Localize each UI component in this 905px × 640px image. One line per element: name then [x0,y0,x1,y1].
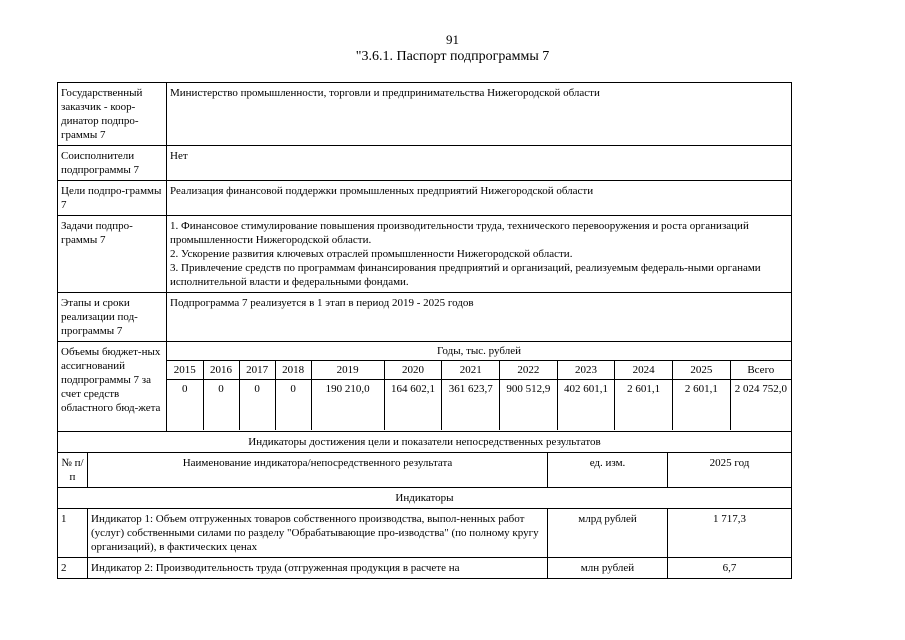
page-title: "3.6.1. Паспорт подпрограммы 7 [355,49,550,64]
goals-label: Цели подпро-граммы 7 [58,181,167,216]
funding-year: 2019 [311,361,384,380]
funding-table [167,342,791,430]
funding-year: 2017 [239,361,275,380]
coexecutors-label: Соисполнители подпрограммы 7 [58,146,167,181]
page-number: 91 [446,32,459,47]
funding-value: 0 [239,380,275,430]
task-item: 3. Привлечение средств по программам финансирования предприятий и организаций, реализуемым федераль-ными органами исполнительной власти и федеральными фондами. [170,262,761,288]
table-row [58,509,792,558]
funding-value: 402 601,1 [557,380,615,430]
customer-value: Министерство промышленности, торговли и предпринимательства Нижегородской области [167,83,792,146]
funding-year: 2025 [673,361,731,380]
funding-value: 164 602,1 [384,380,442,430]
indicator-value: 6,7 [668,558,792,579]
funding-year: 2023 [557,361,615,380]
tasks-label: Задачи подпро-граммы 7 [58,216,167,293]
funding-value: 190 210,0 [311,380,384,430]
unit-header: ед. изм. [548,453,668,488]
task-item: 2. Ускорение развития ключевых отраслей промышленности Нижегородской области. [170,248,573,260]
funding-value: 0 [275,380,311,430]
indicator-unit: млрд рублей [548,509,668,558]
funding-value: 2 601,1 [673,380,731,430]
funding-label: Объемы бюджет-ных ассигнований подпрограммы 7 за счет средств областного бюд-жета [58,342,167,432]
customer-label: Государственный заказчик - коор-динатор подпро-граммы 7 [58,83,167,146]
year-header: 2025 год [668,453,792,488]
indicator-num: 1 [58,509,88,558]
indicator-unit: млн рублей [548,558,668,579]
table-row [58,558,792,579]
indicator-num: 2 [58,558,88,579]
funding-value: 2 601,1 [615,380,673,430]
tasks-value [167,216,792,293]
funding-value: 0 [167,380,203,430]
goals-value: Реализация финансовой поддержки промышленных предприятий Нижегородской области [167,181,792,216]
funding-year: 2016 [203,361,239,380]
task-item: 1. Финансовое стимулирование повышения производительности труда, технического перевооружения и роста организаций промышленности Нижегородской области. [170,220,749,246]
funding-value: 0 [203,380,239,430]
funding-year: Всего [730,361,791,380]
funding-value: 361 623,7 [442,380,500,430]
stages-label: Этапы и сроки реализации под-программы 7 [58,293,167,342]
indicators-section-title: Индикаторы достижения цели и показатели непосредственных результатов [58,432,792,453]
funding-value: 2 024 752,0 [730,380,791,430]
num-header: № п/п [58,453,88,488]
indicator-name: Индикатор 1: Объем отгруженных товаров собственного производства, выпол-ненных работ (услуг) собственными силами по разделу "Обрабатывающие про-изводства" (по полному кругу организаций), в фактических ценах [88,509,548,558]
stages-value: Подпрограмма 7 реализуется в 1 этап в период 2019 - 2025 годов [167,293,792,342]
passport-table [57,82,792,453]
funding-year: 2015 [167,361,203,380]
funding-year: 2021 [442,361,500,380]
indicator-name: Индикатор 2: Производительность труда (отгруженная продукция в расчете на [88,558,548,579]
funding-value: 900 512,9 [500,380,558,430]
funding-cell [167,342,792,432]
coexecutors-value: Нет [167,146,792,181]
funding-header: Годы, тыс. рублей [167,342,791,361]
funding-year: 2022 [500,361,558,380]
funding-year: 2020 [384,361,442,380]
indicators-group-title: Индикаторы [58,488,792,509]
funding-year: 2018 [275,361,311,380]
funding-year: 2024 [615,361,673,380]
name-header: Наименование индикатора/непосредственного результата [88,453,548,488]
indicator-value: 1 717,3 [668,509,792,558]
indicators-table [57,452,792,579]
